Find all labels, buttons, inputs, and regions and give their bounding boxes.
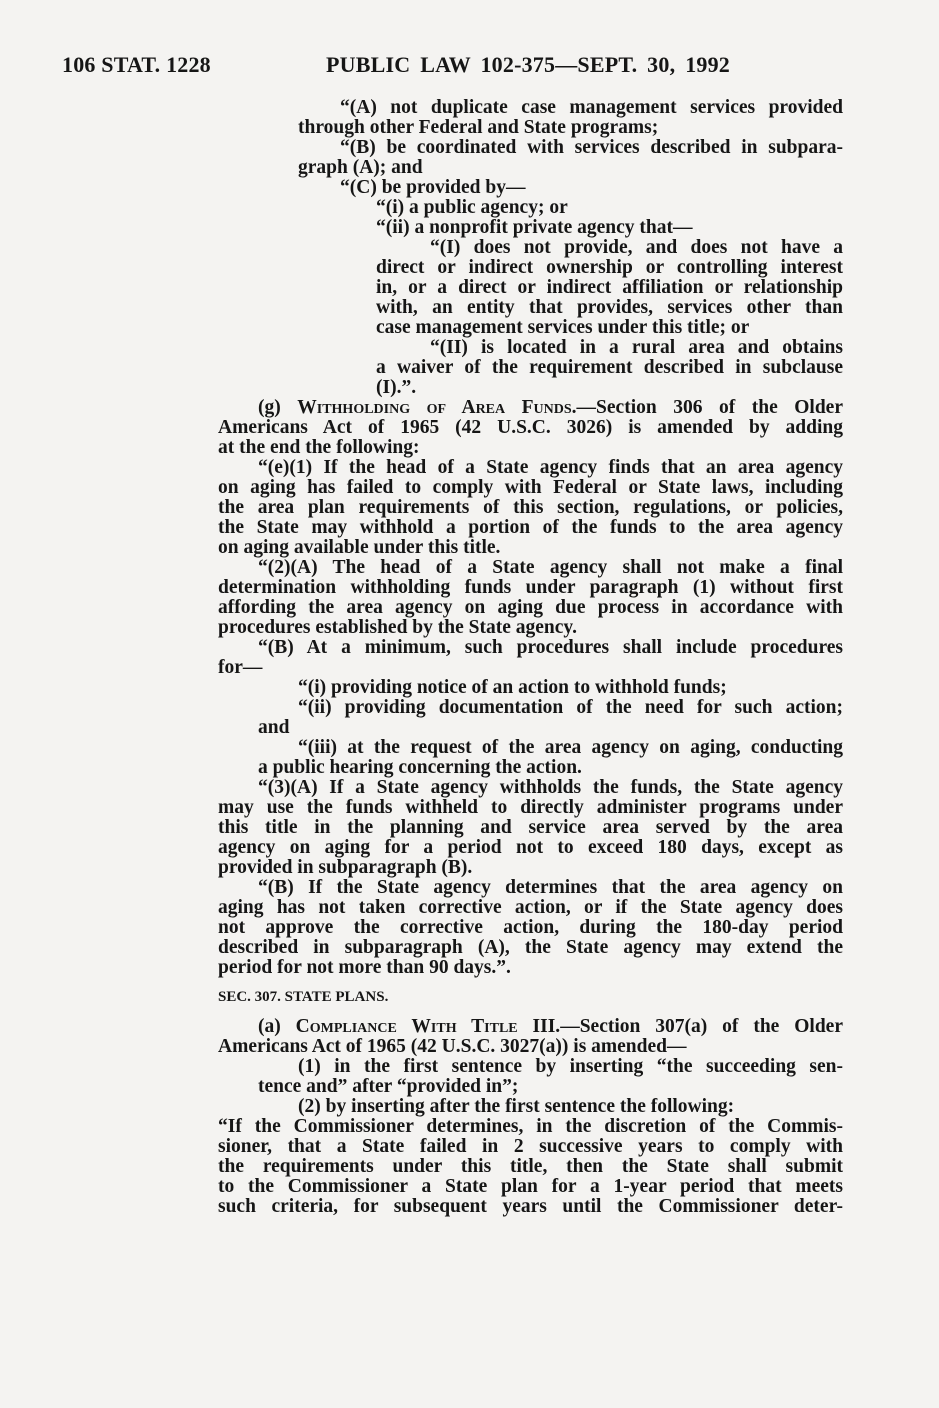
text-line: through other Federal and State programs; xyxy=(298,117,659,138)
subsection-heading: Compliance With Title III. xyxy=(295,1017,561,1037)
text-line: “(3)(A) If a State agency withholds the funds, the State agency xyxy=(258,778,843,798)
text-line: agency on aging for a period not to exceed 180 days, except as xyxy=(218,838,843,858)
text-line xyxy=(258,1017,843,1037)
text-line: “(i) providing notice of an action to withhold funds; xyxy=(298,677,727,698)
text-line: to the Commissioner a State plan for a 1-year period that meets xyxy=(218,1177,843,1197)
text-line: and xyxy=(258,717,290,738)
text-line: the State may withhold a portion of the funds to the area agency xyxy=(218,518,843,538)
text-line: the requirements under this title, then the State shall submit xyxy=(218,1157,843,1177)
text-line: affording the area agency on aging due process in accordance with xyxy=(218,598,843,618)
running-title: PUBLIC LAW 102-375—SEPT. 30, 1992 xyxy=(326,52,730,77)
text-line: “(I) does not provide, and does not have a xyxy=(430,238,843,258)
text-line: tence and” after “provided in”; xyxy=(258,1076,519,1097)
text-line: period for not more than 90 days.”. xyxy=(218,957,511,978)
text-line: “(iii) at the request of the area agency on aging, conducting xyxy=(298,738,843,758)
text-line: Americans Act of 1965 (42 U.S.C. 3026) is amended by adding xyxy=(218,418,843,438)
text-line: on aging available under this title. xyxy=(218,537,501,558)
text-line: provided in subparagraph (B). xyxy=(218,857,473,878)
text-line: “(ii) a nonprofit private agency that— xyxy=(376,217,693,238)
text-line: (I).”. xyxy=(376,377,417,398)
text-line: described in subparagraph (A), the State agency may extend the xyxy=(218,938,843,958)
text-line: determination withholding funds under paragraph (1) without first xyxy=(218,578,843,598)
text-line: such criteria, for subsequent years until the Commissioner deter- xyxy=(218,1197,843,1217)
text-line: (1) in the first sentence by inserting “the succeeding sen- xyxy=(298,1057,843,1077)
text-line xyxy=(258,398,843,418)
text-line: for— xyxy=(218,657,263,678)
text-line: (2) by inserting after the first sentence the following: xyxy=(298,1096,735,1117)
text-line: Americans Act of 1965 (42 U.S.C. 3027(a)) is amended— xyxy=(218,1036,687,1057)
text-line: in, or a direct or indirect affiliation or relationship xyxy=(376,278,843,298)
text-fragment: (a) xyxy=(258,1017,296,1037)
text-line: “(A) not duplicate case management services provided xyxy=(340,98,843,118)
text-line: with, an entity that provides, services other than xyxy=(376,298,843,318)
text-line: a waiver of the requirement described in subclause xyxy=(376,358,843,378)
subsection-heading: Withholding of Area Funds. xyxy=(297,398,577,418)
text-line: “If the Commissioner determines, in the discretion of the Commis- xyxy=(218,1117,843,1137)
text-line: “(II) is located in a rural area and obtains xyxy=(430,338,843,358)
text-line: procedures established by the State agency. xyxy=(218,617,577,638)
page-stat-number: 106 STAT. 1228 xyxy=(62,52,211,77)
text-fragment: (g) xyxy=(258,398,298,418)
text-line: direct or indirect ownership or controlling interest xyxy=(376,258,843,278)
text-line: aging has not taken corrective action, or if the State agency does xyxy=(218,898,843,918)
text-line: “(B) If the State agency determines that the area agency on xyxy=(258,878,843,898)
text-line: “(2)(A) The head of a State agency shall not make a final xyxy=(258,558,843,578)
text-line: this title in the planning and service area served by the area xyxy=(218,818,843,838)
text-line: “(B) At a minimum, such procedures shall include procedures xyxy=(258,638,843,658)
text-line: the area plan requirements of this section, regulations, or policies, xyxy=(218,498,843,518)
text-line: “(ii) providing documentation of the need for such action; xyxy=(298,698,843,718)
text-fragment: —Section 306 of the Older xyxy=(576,398,843,418)
text-line: “(i) a public agency; or xyxy=(376,197,568,218)
text-line: sioner, that a State failed in 2 successive years to comply with xyxy=(218,1137,843,1157)
text-line: graph (A); and xyxy=(298,157,423,178)
text-line: on aging has failed to comply with Federal or State laws, including xyxy=(218,478,843,498)
text-line: not approve the corrective action, during the 180-day period xyxy=(218,918,843,938)
text-line: “(B) be coordinated with services described in subpara- xyxy=(340,138,843,158)
text-line: a public hearing concerning the action. xyxy=(258,757,582,778)
text-line: “(C) be provided by— xyxy=(340,177,526,198)
section-heading: SEC. 307. STATE PLANS. xyxy=(218,989,389,1005)
text-line: “(e)(1) If the head of a State agency finds that an area agency xyxy=(258,458,843,478)
text-fragment: —Section 307(a) of the Older xyxy=(560,1017,843,1037)
text-line: at the end the following: xyxy=(218,437,420,458)
text-line: case management services under this title; or xyxy=(376,317,750,338)
text-line: may use the funds withheld to directly administer programs under xyxy=(218,798,843,818)
